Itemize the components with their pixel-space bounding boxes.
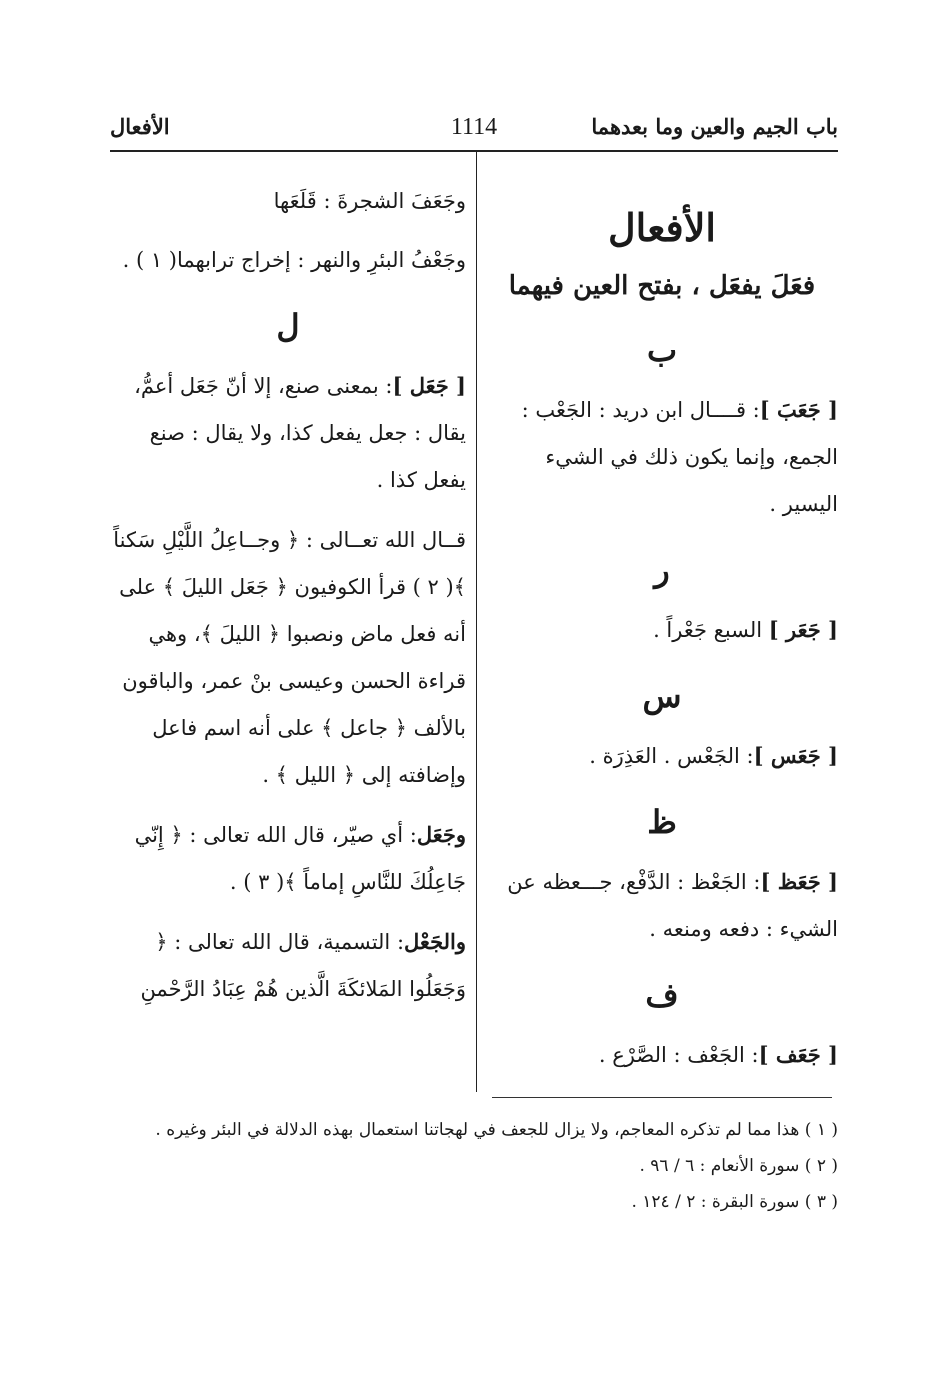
footnote-rule (492, 1097, 832, 1098)
left-column (110, 178, 466, 1025)
subtitle: فعَلَ يفعَل ، بفتح العين فيهما (508, 271, 816, 301)
entry-text: : الجَعْظ : الدَّفْع، جـــعظه عن الشيء : دفعه ومنعه . (507, 870, 838, 941)
headword: [ جَعَبَ ] (759, 397, 838, 422)
paragraph: وجَعْفُ البئرِ والنهر : إخراج ترابهما( ١ ) . (122, 248, 466, 272)
page-number: 1114 (450, 114, 498, 140)
entry (486, 386, 838, 528)
main-title: الأفعال (608, 205, 716, 250)
footnote: ( ١ ) هذا مما لم تذكره المعاجم، ولا يزال للجعف في لهجاتنا استعمال بهذه الدلالة في البئر وغيره . (155, 1120, 838, 1140)
entry-text: : بمعنى صنع، إلا أنّ جَعَل أعمُّ، يقال : جعل يفعل كذا، ولا يقال : صنع يفعل كذا . (134, 374, 466, 492)
entry-text: : قــــال ابن دريد : الجَعْب : الجمع، وإنما يكون ذلك في الشيء اليسير . (521, 398, 838, 516)
header-rule (110, 150, 838, 152)
letter-heading: ظ (647, 803, 677, 841)
column-divider (476, 152, 477, 1092)
entry-text: : الجَعْف : الصَّرْع . (598, 1043, 759, 1067)
entry-text: : الجَعْس . العَذِرَة . (589, 744, 754, 768)
entry (486, 1031, 838, 1079)
footnotes (110, 1112, 838, 1220)
headword: [ جَعَظ ] (760, 869, 838, 894)
headword: [ جَعَف ] (758, 1042, 838, 1067)
entry (110, 918, 466, 1013)
letter-heading: ر (654, 551, 670, 589)
letter-heading: ف (645, 976, 679, 1014)
letter-heading: ب (646, 331, 678, 369)
entry-text: السبع جَعْراً . (653, 618, 769, 642)
right-column (486, 192, 838, 1091)
entry (486, 606, 838, 654)
entry-text: قــال الله تعــالى : ﴿ وجــاعِلُ اللَّيْلِ سَكناً ﴾( ٢ ) قرأ الكوفيون ﴿ جَعَل الليلَ ﴾ على أنه فعل ماض ونصبوا ﴿ الليلَ ﴾، وهي قراءة الحسن وعيسى بنْ عمر، والباقون بالألف ﴿ جاعل ﴾ على أنه اسم فاعل وإضافته إلى ﴿ الليل ﴾ . (113, 528, 466, 787)
headword: [ جَعَل ] (392, 373, 466, 398)
paragraph: وجَعَفَ الشجرةَ : قَلَعَها (273, 189, 466, 213)
section-title: الأفعال (110, 114, 170, 139)
entry (486, 732, 838, 780)
headword: والجَعْل (404, 929, 466, 954)
headword: [ جَعَس ] (753, 743, 838, 768)
entry (110, 362, 466, 504)
footnote: ( ٣ ) سورة البقرة : ٢ / ١٢٤ . (631, 1192, 838, 1212)
chapter-title: باب الجيم والعين وما بعدهما (591, 114, 838, 139)
paragraph (110, 516, 466, 799)
footnote: ( ٢ ) سورة الأنعام : ٦ / ٩٦ . (639, 1156, 838, 1176)
headword: [ جَعَر ] (768, 617, 838, 642)
entry (486, 858, 838, 953)
page-header (110, 110, 838, 150)
headword: وجَعَل (416, 822, 466, 847)
entry (110, 811, 466, 906)
letter-heading: س (642, 677, 682, 715)
entry-text: : أي صيّر، قال الله تعالى : ﴿ إِنّي جَاعِلُكَ للنَّاسِ إماماً ﴾( ٣ ) . (134, 823, 466, 894)
entry-text: : التسمية، قال الله تعالى : ﴿ وَجَعَلُوا المَلائكَةَ الَّذين هُمْ عِبَادُ الرَّحْمنِ (140, 930, 466, 1001)
letter-heading: ل (276, 307, 300, 345)
